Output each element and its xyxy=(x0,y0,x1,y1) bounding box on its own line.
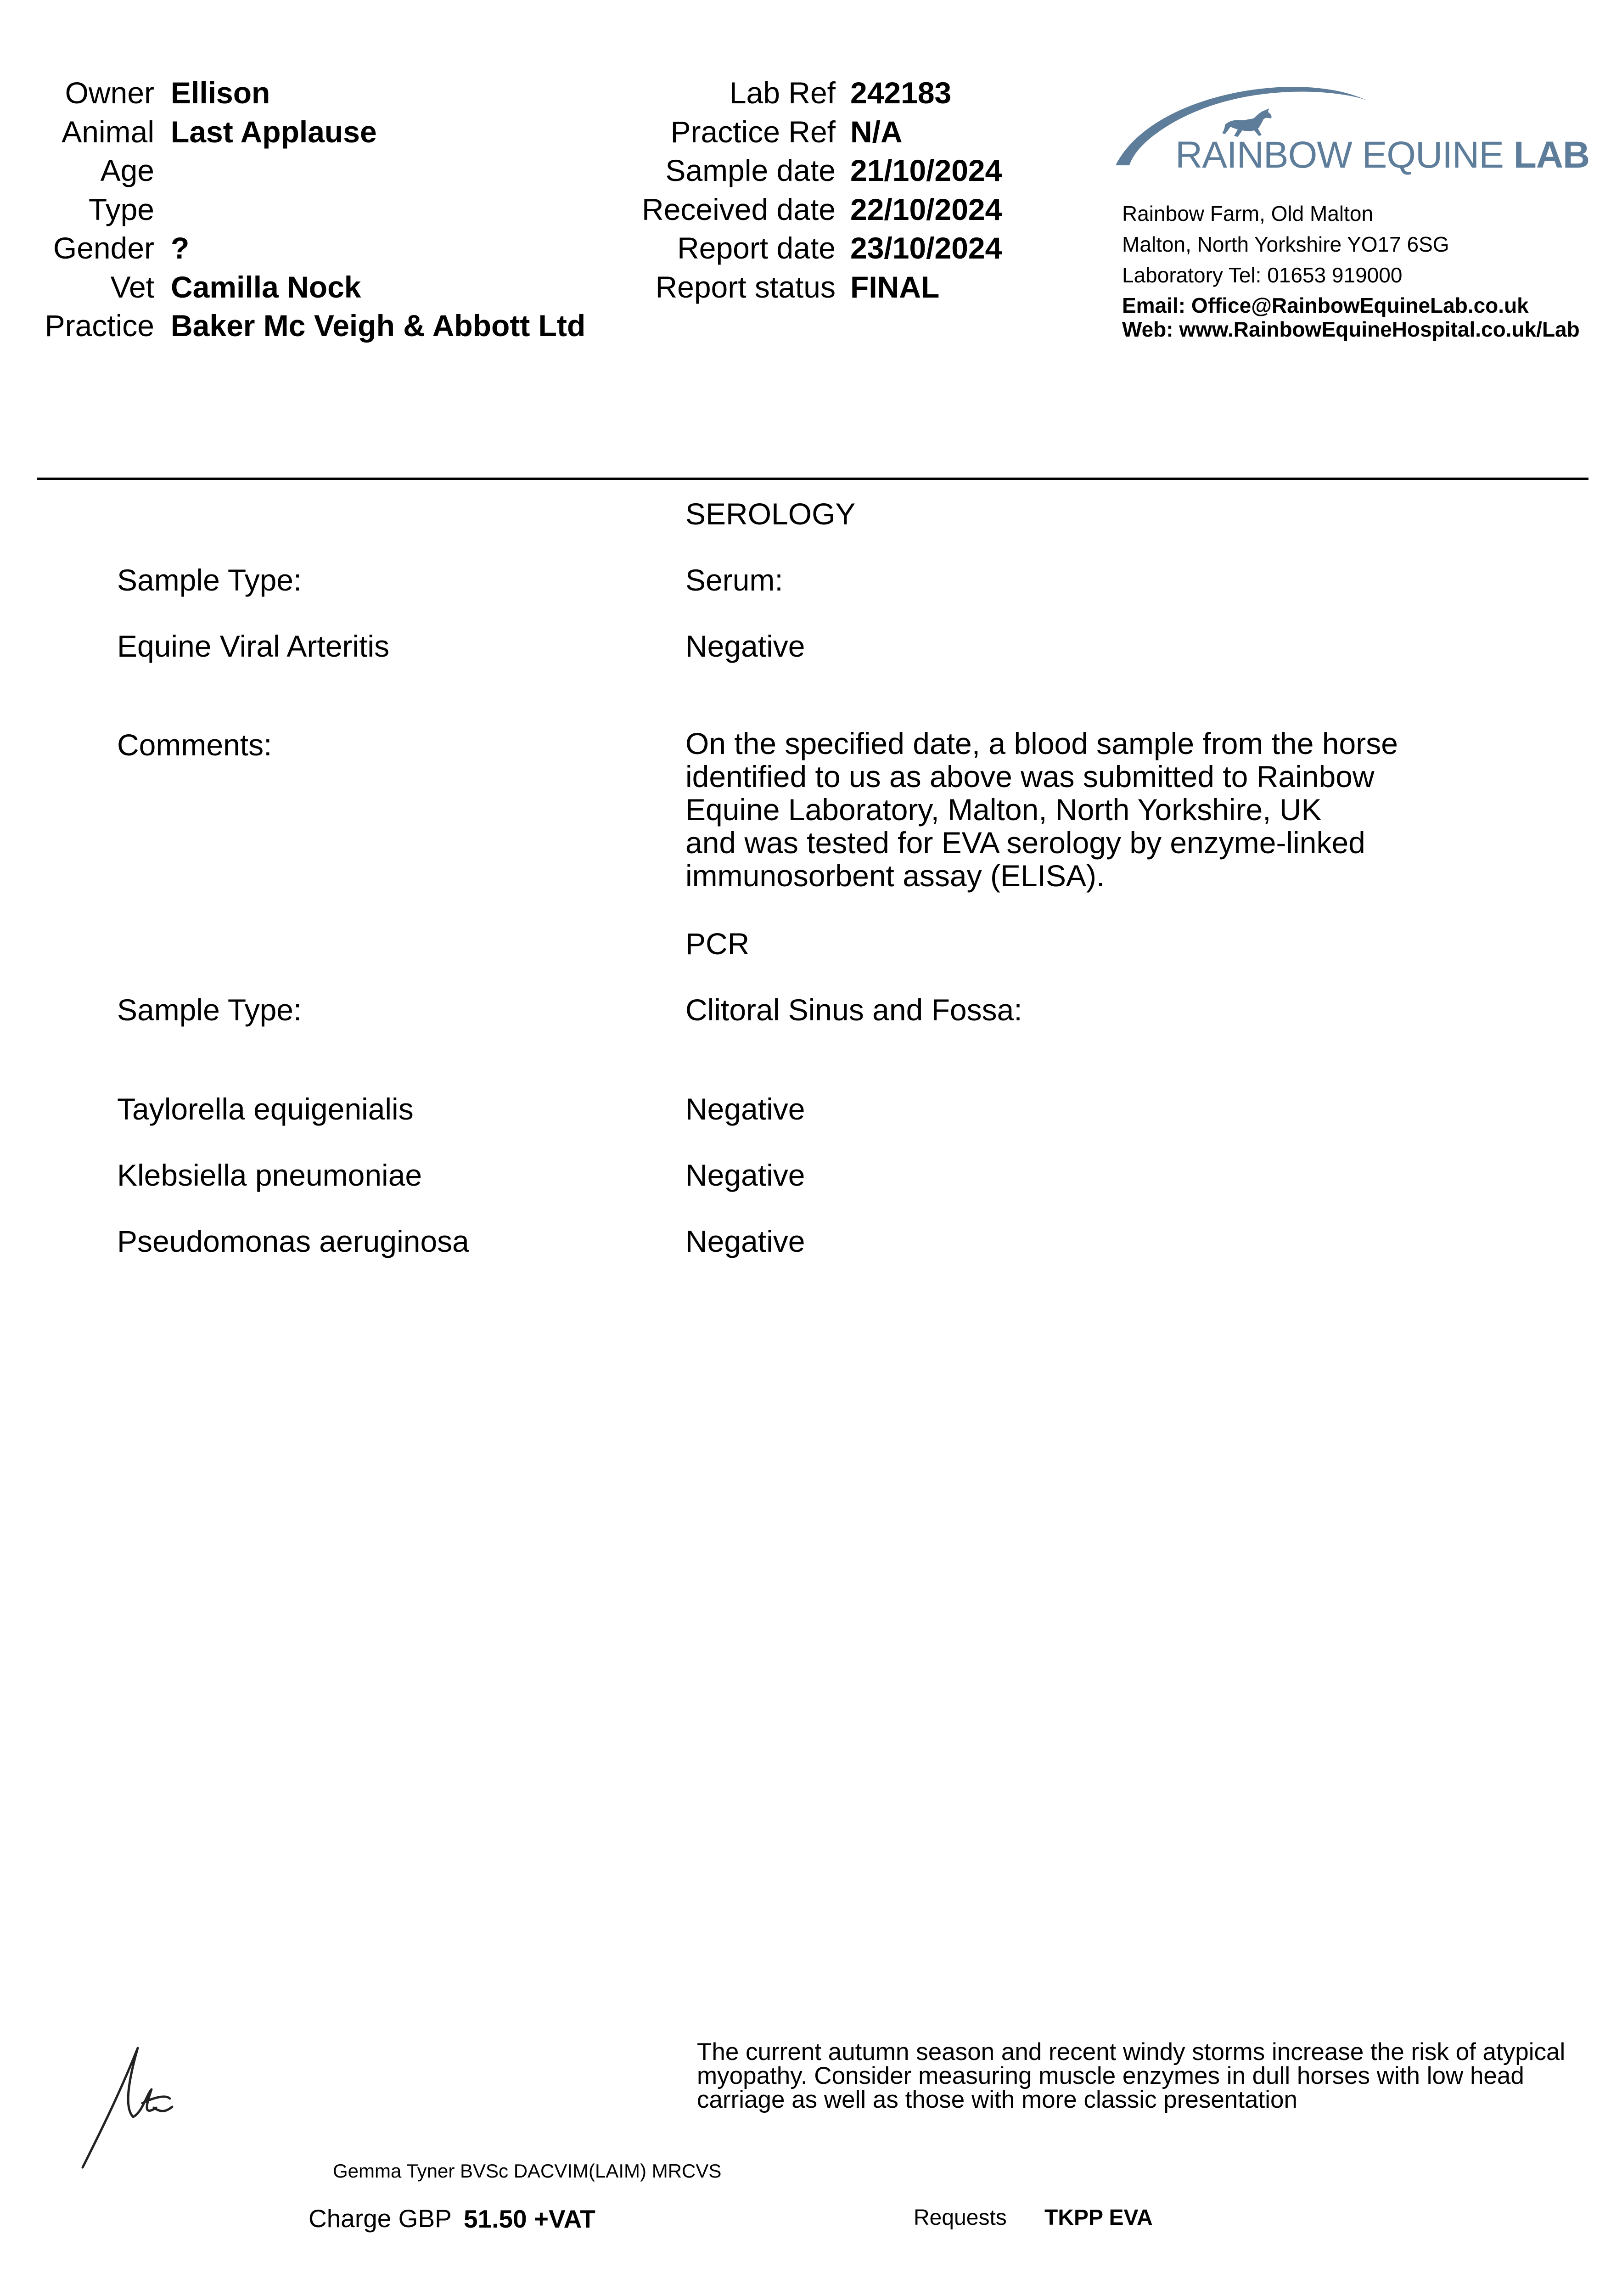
note-line: carriage as well as those with more classic presentation xyxy=(697,2086,1297,2113)
patient-labels xyxy=(0,73,154,345)
pcr-test-name: Pseudomonas aeruginosa xyxy=(117,1224,469,1258)
pcr-test-result: Negative xyxy=(685,1092,805,1126)
serology-sample-type-label: Sample Type: xyxy=(117,563,302,597)
serology-heading: SEROLOGY xyxy=(685,497,856,531)
header-divider xyxy=(37,478,1588,480)
type-label: Type xyxy=(88,192,154,226)
serology-sample-type-value: Serum: xyxy=(685,563,783,597)
comments-text xyxy=(685,727,1466,892)
lab-address-block xyxy=(1122,198,1609,341)
comment-line: immunosorbent assay (ELISA). xyxy=(685,859,1105,893)
eva-test-name: Equine Viral Arteritis xyxy=(117,629,390,663)
lab-ref-value: 242183 xyxy=(850,76,952,110)
pcr-sample-type-value: Clitoral Sinus and Fossa: xyxy=(685,993,1022,1027)
report-date-label: Report date xyxy=(677,231,836,265)
pcr-test-result: Negative xyxy=(685,1224,805,1258)
lab-ref-label: Lab Ref xyxy=(729,76,836,110)
practice-ref-label: Practice Ref xyxy=(670,114,836,149)
handwritten-signature xyxy=(73,2039,184,2177)
requests-value: TKPP EVA xyxy=(1044,2206,1153,2230)
received-date-label: Received date xyxy=(642,192,836,226)
sample-date-value: 21/10/2024 xyxy=(850,153,1002,187)
gender-label: Gender xyxy=(53,231,154,265)
gender-value: ? xyxy=(171,231,190,265)
practice-label: Practice xyxy=(45,309,154,343)
requests-label: Requests xyxy=(914,2206,1007,2230)
address-line-1: Rainbow Farm, Old Malton xyxy=(1122,202,1374,225)
report-values xyxy=(850,73,1080,306)
pcr-sample-type-label: Sample Type: xyxy=(117,993,302,1027)
report-status-label: Report status xyxy=(655,270,836,304)
report-status-value: FINAL xyxy=(850,270,940,304)
pcr-test-name: Klebsiella pneumoniae xyxy=(117,1158,422,1192)
received-date-value: 22/10/2024 xyxy=(850,192,1002,226)
note-line: myopathy. Consider measuring muscle enzymes in dull horses with low head xyxy=(697,2062,1524,2089)
comment-line: Equine Laboratory, Malton, North Yorkshire, UK xyxy=(685,793,1322,827)
charge-label: Charge GBP xyxy=(309,2204,452,2233)
comments-label: Comments: xyxy=(117,728,272,762)
age-label: Age xyxy=(100,153,154,187)
sample-date-label: Sample date xyxy=(665,153,836,187)
lab-telephone: Laboratory Tel: 01653 919000 xyxy=(1122,263,1403,287)
vet-label: Vet xyxy=(110,270,154,304)
lab-website: Web: www.RainbowEquineHospital.co.uk/Lab xyxy=(1122,317,1580,341)
pcr-test-name: Taylorella equigenialis xyxy=(117,1092,414,1126)
animal-value: Last Applause xyxy=(171,114,377,149)
address-line-2: Malton, North Yorkshire YO17 6SG xyxy=(1122,232,1449,256)
owner-label: Owner xyxy=(65,76,154,110)
report-labels xyxy=(459,73,836,306)
report-date-value: 23/10/2024 xyxy=(850,231,1002,265)
vet-value: Camilla Nock xyxy=(171,270,361,304)
eva-test-result: Negative xyxy=(685,629,805,663)
charge-value: 51.50 +VAT xyxy=(464,2205,595,2233)
pcr-test-result: Negative xyxy=(685,1158,805,1192)
animal-label: Animal xyxy=(62,114,154,149)
comment-line: identified to us as above was submitted to Rainbow xyxy=(685,760,1375,793)
pcr-heading: PCR xyxy=(685,927,750,961)
signatory-name: Gemma Tyner BVSc DACVIM(LAIM) MRCVS xyxy=(333,2160,722,2182)
lab-email: Email: Office@RainbowEquineLab.co.uk xyxy=(1122,293,1529,317)
comment-line: and was tested for EVA serology by enzyme-linked xyxy=(685,826,1365,860)
practice-ref-value: N/A xyxy=(850,114,903,149)
owner-value: Ellison xyxy=(171,76,270,110)
seasonal-advisory-note xyxy=(697,2040,1597,2112)
rainbow-equine-lab-logo xyxy=(1111,73,1590,179)
note-line: The current autumn season and recent windy storms increase the risk of atypical xyxy=(697,2038,1566,2065)
comment-line: On the specified date, a blood sample from the horse xyxy=(685,726,1398,760)
logo-wordmark: RAINBOW EQUINE LAB xyxy=(1175,134,1590,176)
practice-value: Baker Mc Veigh & Abbott Ltd xyxy=(171,309,586,343)
